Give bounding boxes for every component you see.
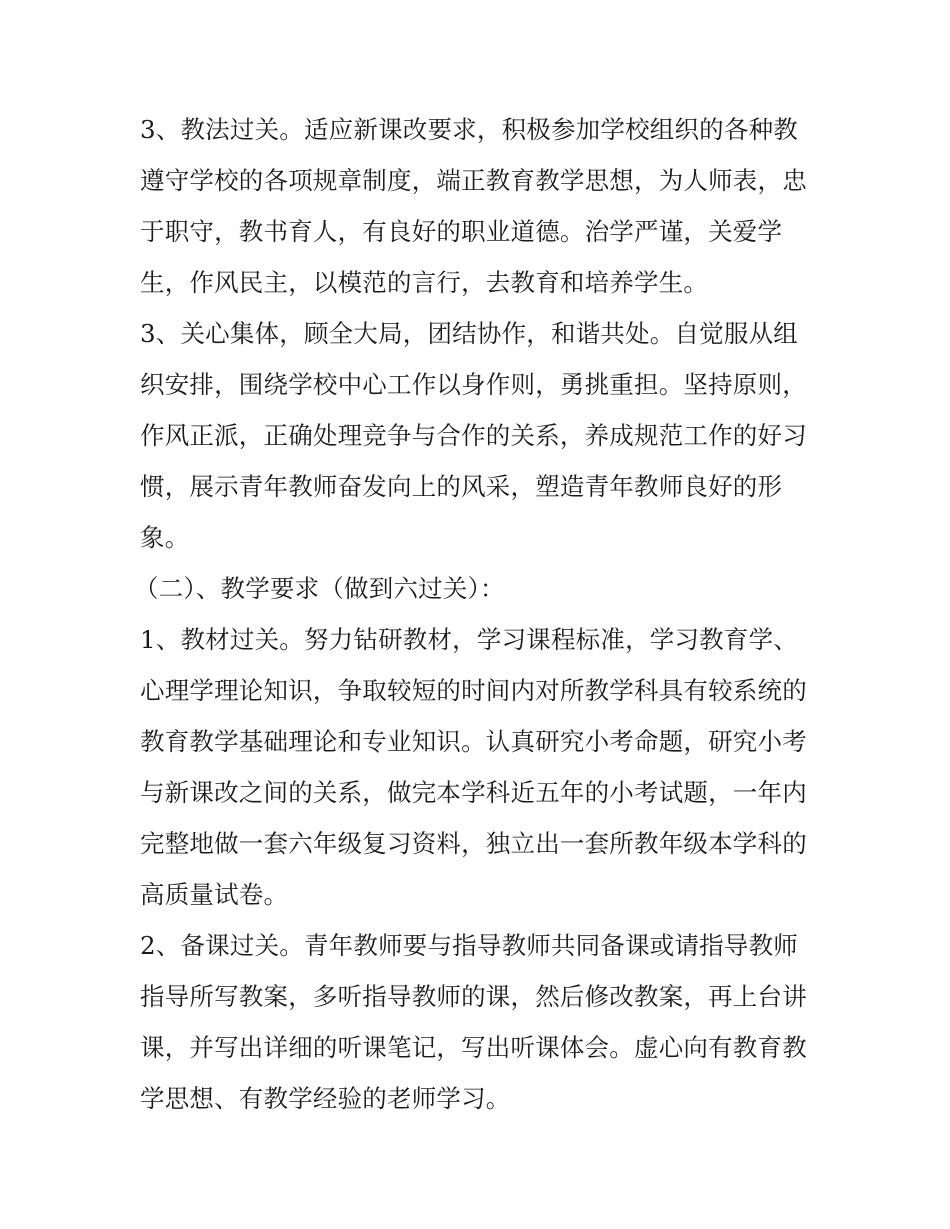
text-line: 2、备课过关。青年教师要与指导教师共同备课或请指导教师 [140,931,798,960]
text-line: 3、关心集体，顾全大局，团结协作，和谐共处。自觉服从组 [140,319,798,348]
text-line: 指导所写教案，多听指导教师的课，然后修改教案，再上台讲 [140,982,807,1011]
text-line: 3、教法过关。适应新课改要求，积极参加学校组织的各种教 [140,115,798,144]
text-line: 与新课改之间的关系，做完本学科近五年的小考试题，一年内 [140,778,807,807]
text-line: 惯，展示青年教师奋发向上的风采，塑造青年教师良好的形 [140,472,783,501]
text-line: 遵守学校的各项规章制度，端正教育教学思想，为人师表，忠 [140,166,807,195]
text-line: 心理学理论知识，争取较短的时间内对所教学科具有较系统的 [140,676,807,705]
text-line: 于职守，教书育人，有良好的职业道德。治学严谨，关爱学 [140,217,783,246]
body-text [134,104,820,1124]
text-line: 课，并写出详细的听课笔记，写出听课体会。虚心向有教育教 [140,1033,807,1062]
text-line: 织安排，围绕学校中心工作以身作则，勇挑重担。坚持原则， [140,370,807,399]
text-line: 完整地做一套六年级复习资料，独立出一套所教年级本学科的 [140,829,807,858]
text-line: 作风正派，正确处理竞争与合作的关系，养成规范工作的好习 [140,421,807,450]
section-heading: （二）、教学要求（做到六过关）： [134,574,505,603]
text-line: 教育教学基础理论和专业知识。认真研究小考命题，研究小考 [140,727,807,756]
text-line: 1、教材过关。努力钻研教材，学习课程标准，学习教育学、 [140,625,798,654]
text-line: 学思想、有教学经验的老师学习。 [140,1084,511,1113]
text-line: 生，作风民主，以模范的言行，去教育和培养学生。 [140,268,709,297]
text-line: 象。 [140,523,190,552]
text-line: 高质量试卷。 [140,880,289,909]
